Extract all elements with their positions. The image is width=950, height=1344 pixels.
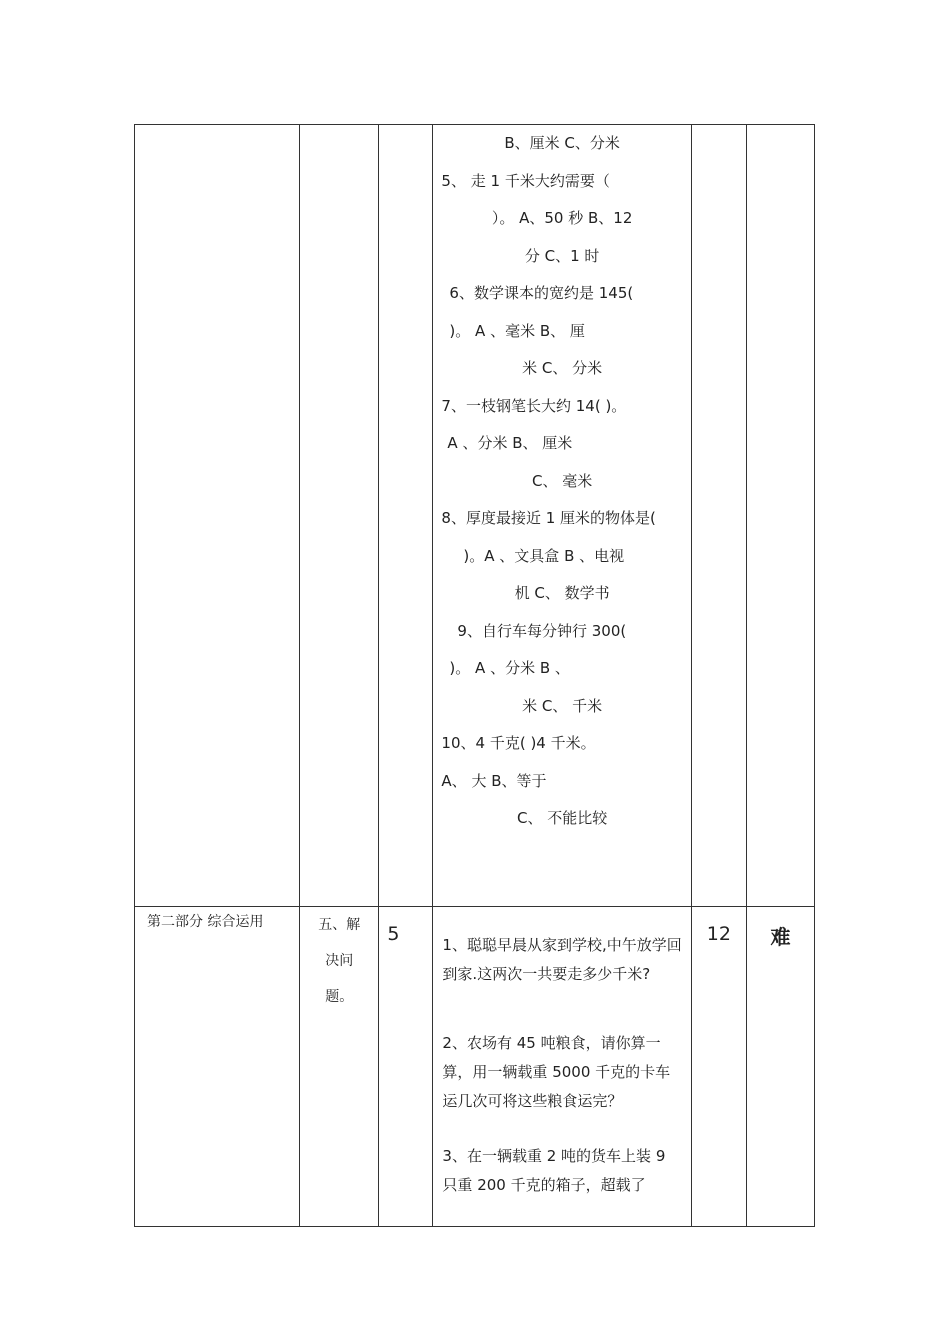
question-line: 分 C、1 时	[524, 246, 600, 265]
question-type-line: 决问	[325, 953, 354, 969]
word-problem: 2、农场有 45 吨粮食，请你算一算，用一辆载重 5000 千克的卡车运几次可将这些粮食运完？	[442, 1034, 671, 1110]
question-line: 6、数学课本的宽约是 145(	[449, 284, 634, 302]
part-cell-empty	[135, 125, 300, 907]
question-line: A 、分米 B、 厘米	[447, 434, 573, 452]
question-line: 10、4 千克( )4 千米。	[441, 734, 596, 752]
question-line: )。A 、文具盒 B 、电视	[463, 546, 625, 565]
part-label: 第二部分 综合运用	[147, 914, 264, 930]
question-line: )。 A 、分米 B 、	[449, 659, 570, 677]
question-line: 9、自行车每分钟行 300(	[457, 621, 627, 640]
question-line: 7、一枝钢笔长大约 14( )。	[441, 396, 627, 415]
question-line: C、 毫米	[531, 471, 593, 490]
word-problem: 1、聪聪早晨从家到学校,中午放学回到家.这两次一共要走多少千米?	[442, 936, 682, 983]
question-line: C、 不能比较	[516, 809, 608, 827]
question-line: 米 C、 千米	[522, 696, 603, 715]
question-line: 8、厚度最接近 1 厘米的物体是(	[441, 509, 656, 527]
count-cell-empty	[379, 125, 433, 907]
question-line: )。 A 、毫米 B、 厘	[449, 321, 585, 340]
choice-questions	[433, 125, 690, 838]
question-line: 机 C、 数学书	[514, 584, 610, 602]
word-problems	[433, 907, 690, 1200]
type-cell-empty	[300, 125, 379, 907]
question-line: B、厘米 C、分米	[504, 134, 620, 152]
table-row	[135, 125, 815, 907]
difficulty-cell-empty	[746, 125, 814, 907]
score-cell-empty	[691, 125, 746, 907]
score-value: 12	[706, 923, 731, 945]
difficulty-cell	[746, 907, 814, 1227]
type-cell	[300, 907, 379, 1227]
question-type-line: 题。	[325, 989, 354, 1005]
count-cell	[379, 907, 433, 1227]
part-cell	[135, 907, 300, 1227]
word-problem: 3、在一辆载重 2 吨的货车上装 9 只重 200 千克的箱子，超载了	[442, 1147, 666, 1194]
question-type-line: 五、解	[318, 917, 361, 933]
score-cell	[691, 907, 746, 1227]
choice-questions-cell	[433, 125, 691, 907]
question-line: 米 C、 分米	[522, 359, 603, 377]
table-row	[135, 907, 815, 1227]
question-line: ）。 A、50 秒 B、12	[491, 209, 633, 227]
question-count: 5	[387, 923, 400, 945]
exam-table	[134, 124, 815, 1227]
question-type	[300, 907, 378, 1015]
question-line: A、 大 B、等于	[441, 771, 547, 790]
problems-cell	[433, 907, 691, 1227]
difficulty-value: 难	[770, 925, 791, 949]
question-line: 5、 走 1 千米大约需要（	[441, 171, 610, 190]
